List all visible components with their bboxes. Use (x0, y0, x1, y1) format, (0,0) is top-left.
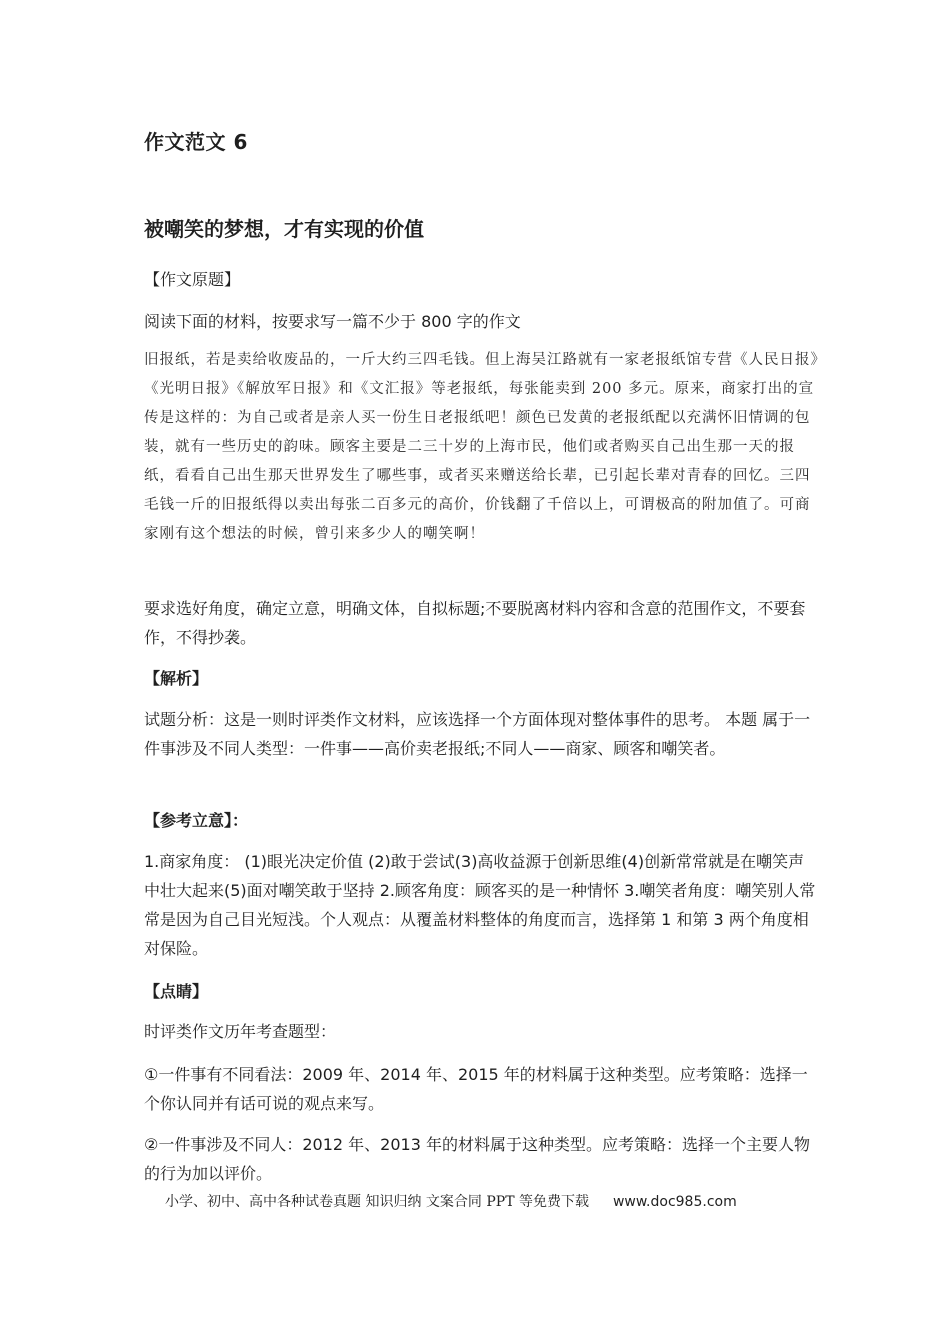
requirements-text: 要求选好角度，确定立意，明确文体，自拟标题;不要脱离材料内容和含意的范围作文，不要套作，不得抄袭。 (144, 599, 806, 647)
section-heading-original: 【作文原题】 (144, 270, 241, 289)
tip-item-2: ②一件事涉及不同人：2012 年、2013 年的材料属于这种类型。应考策略：选择一个主要人物的行为加以评价。 (144, 1135, 810, 1183)
footer-site-link[interactable]: www.doc985.com (612, 1194, 737, 1210)
instruction-text: 阅读下面的材料，按要求写一篇不少于 800 字的作文 (144, 312, 521, 331)
section-heading-analysis: 【解析】 (144, 669, 209, 688)
reference-text: 1.商家角度： (1)眼光决定价值 (2)敢于尝试(3)高收益源于创新思维(4)创新常常就是在嘲笑声中壮大起来(5)面对嘲笑敢于坚持 2.顾客角度：顾客买的是一种情怀 3.嘲笑者角度：嘲笑别人常常是因为自己目光短浅。个人观点：从覆盖材料整体的角度而言，选择第 1 和第 3 两个角度相对保险。 (144, 852, 816, 958)
tip-item-1: ①一件事有不同看法：2009 年、2014 年、2015 年的材料属于这种类型。应考策略：选择一个你认同并有话可说的观点来写。 (144, 1065, 808, 1113)
material-text: 旧报纸，若是卖给收废品的，一斤大约三四毛钱。但上海吴江路就有一家老报纸馆专营《人民日报》《光明日报》《解放军日报》和《文汇报》等老报纸，每张能卖到 200 多元。原来，商家打出的宣传是这样的：为自己或者是亲人买一份生日老报纸吧！颜色已发黄的老报纸配以充满怀旧情调的包装，就有一些历史的韵味。顾客主要是二三十岁的上海市民，他们或者购买自己出生那一天的报纸，看看自己出生那天世界发生了哪些事，或者买来赠送给长辈，已引起长辈对青春的回忆。三四毛钱一斤的旧报纸得以卖出每张二百多元的高价，价钱翻了千倍以上，可谓极高的附加值了。可商家刚有这个想法的时候，曾引来多少人的嘲笑啊！ (144, 352, 819, 542)
tips-intro-text: 时评类作文历年考查题型： (144, 1022, 337, 1041)
page-footer (165, 1191, 805, 1211)
page-title: 作文范文 6 (144, 130, 248, 154)
footer-text: 小学、初中、高中各种试卷真题 知识归纳 文案合同 PPT 等免费下载 (165, 1194, 589, 1210)
section-heading-reference: 【参考立意】： (144, 811, 249, 830)
essay-title: 被嘲笑的梦想，才有实现的价值 (144, 217, 424, 241)
section-heading-tips: 【点睛】 (144, 982, 209, 1001)
analysis-text: 试题分析：这是一则时评类作文材料，应该选择一个方面体现对整体事件的思考。 本题 属于一件事涉及不同人类型：一件事——高价卖老报纸;不同人——商家、顾客和嘲笑者。 (144, 710, 811, 758)
